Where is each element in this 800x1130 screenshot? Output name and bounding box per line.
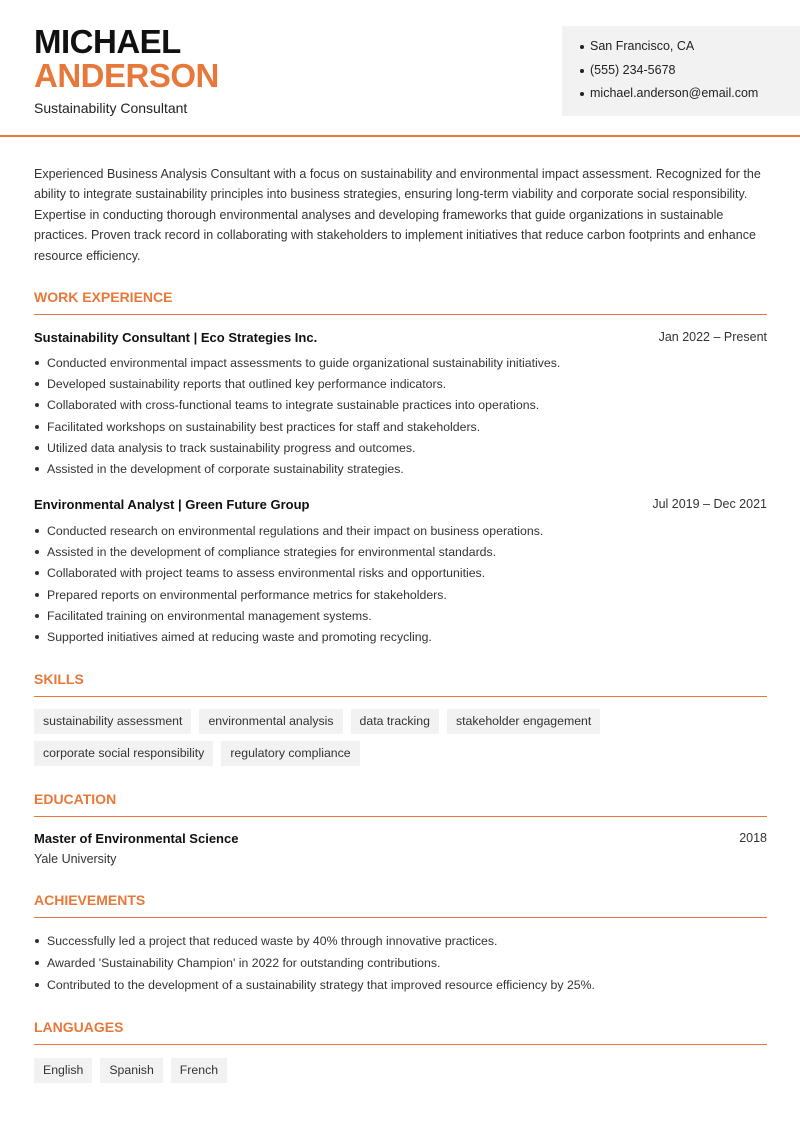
skill-chip: corporate social responsibility (34, 741, 213, 766)
list-item: Facilitated training on environmental management systems. (34, 608, 767, 629)
list-item: Assisted in the development of corporate sustainability strategies. (34, 461, 767, 482)
job-title: Sustainability Consultant (34, 100, 188, 116)
skill-chip: environmental analysis (199, 709, 342, 734)
list-item: Assisted in the development of compliance strategies for environmental standards. (34, 544, 767, 565)
section-title-skills: SKILLS (34, 671, 767, 697)
language-chip: French (171, 1058, 227, 1083)
school-name: Yale University (34, 852, 117, 866)
job-bullets (34, 355, 767, 482)
job-role: Sustainability Consultant | Eco Strategies Inc. (34, 330, 318, 345)
job-bullets (34, 523, 767, 650)
last-name: ANDERSON (34, 57, 219, 94)
job-dates: Jan 2022 – Present (658, 330, 767, 344)
languages-list (34, 1058, 767, 1083)
language-chip: Spanish (100, 1058, 162, 1083)
list-item: Utilized data analysis to track sustainability progress and outcomes. (34, 440, 767, 461)
section-title-achievements: ACHIEVEMENTS (34, 892, 767, 918)
achievements-list (34, 933, 767, 999)
list-item: Contributed to the development of a sustainability strategy that improved resource efficiency by 25%. (34, 977, 767, 999)
list-item: Developed sustainability reports that outlined key performance indicators. (34, 376, 767, 397)
section-title-languages: LANGUAGES (34, 1019, 767, 1045)
contact-phone: (555) 234-5678 (580, 62, 800, 86)
degree: Master of Environmental Science (34, 831, 239, 846)
list-item: Conducted environmental impact assessments to guide organizational sustainability initiatives. (34, 355, 767, 376)
skill-chip: sustainability assessment (34, 709, 191, 734)
skill-chip: stakeholder engagement (447, 709, 600, 734)
job-role: Environmental Analyst | Green Future Group (34, 497, 310, 512)
list-item: Supported initiatives aimed at reducing waste and promoting recycling. (34, 629, 767, 650)
contact-location: San Francisco, CA (580, 38, 800, 62)
list-item: Prepared reports on environmental performance metrics for stakeholders. (34, 587, 767, 608)
job-dates: Jul 2019 – Dec 2021 (652, 497, 767, 511)
list-item: Collaborated with project teams to assess environmental risks and opportunities. (34, 565, 767, 586)
summary-text: Experienced Business Analysis Consultant with a focus on sustainability and environmental impact assessment. Recognized for the ability to integrate sustainability principles into business strategies, ensuring long-term viability and corporate social responsibility. Expertise in conducting thorough environmental analyses and developing frameworks that guide organizations in sustainable practices. Proven track record in collaborating with stakeholders to implement initiatives that reduce carbon footprints and enhance resource efficiency. (34, 167, 761, 263)
candidate-name (34, 25, 219, 92)
skills-list (34, 709, 767, 766)
list-item: Facilitated workshops on sustainability best practices for staff and stakeholders. (34, 419, 767, 440)
skill-chip: regulatory compliance (221, 741, 359, 766)
section-title-education: EDUCATION (34, 791, 767, 817)
resume-header (0, 0, 800, 137)
job-header (34, 497, 767, 512)
list-item: Successfully led a project that reduced waste by 40% through innovative practices. (34, 933, 767, 955)
skill-chip: data tracking (351, 709, 439, 734)
list-item: Conducted research on environmental regulations and their impact on business operations. (34, 523, 767, 544)
list-item: Collaborated with cross-functional teams to integrate sustainable practices into operations. (34, 397, 767, 418)
job-header (34, 330, 767, 345)
contact-box (562, 26, 800, 116)
language-chip: English (34, 1058, 92, 1083)
list-item: Awarded 'Sustainability Champion' in 2022 for outstanding contributions. (34, 955, 767, 977)
contact-email[interactable]: michael.anderson@email.com (580, 85, 800, 109)
graduation-year: 2018 (739, 831, 767, 845)
section-title-work: WORK EXPERIENCE (34, 289, 767, 315)
first-name: MICHAEL (34, 23, 181, 60)
education-header (34, 831, 767, 846)
